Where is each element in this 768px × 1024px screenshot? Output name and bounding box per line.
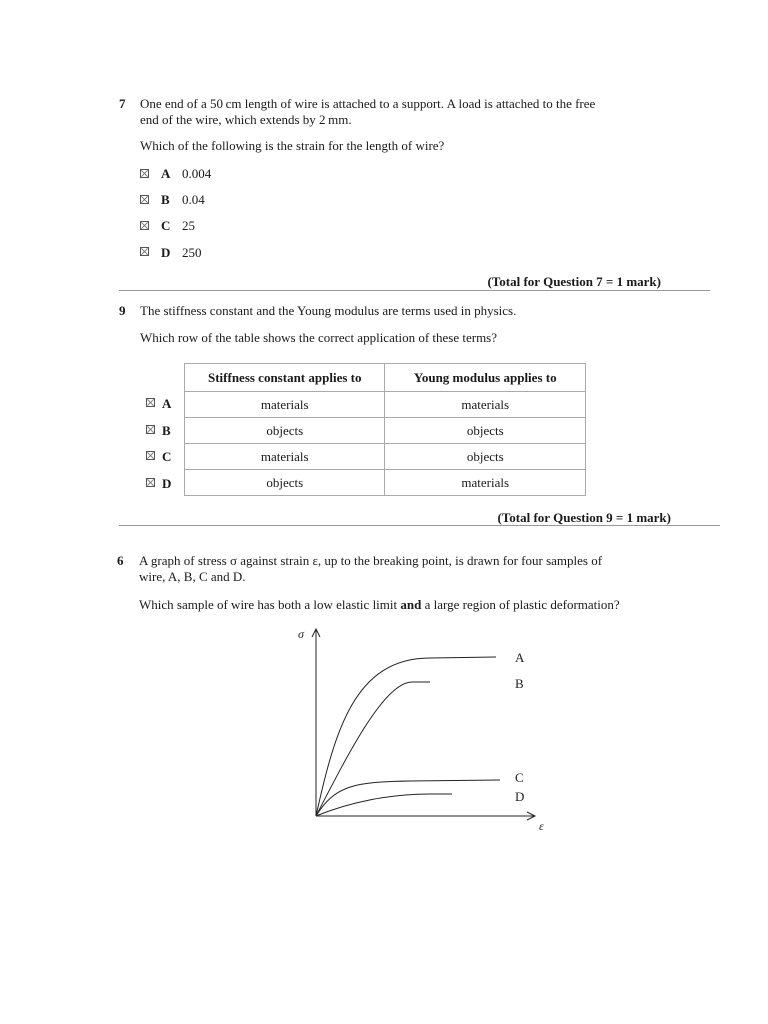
question-9-number: 9	[119, 303, 126, 318]
prompt-bold: and	[400, 597, 422, 612]
q7-option-d-text: 250	[182, 245, 202, 260]
row-a-stiffness: materials	[185, 392, 385, 418]
question-6-number: 6	[117, 553, 124, 568]
q9-option-a-letter: A	[162, 396, 172, 411]
q7-option-a-text: 0.004	[182, 166, 212, 181]
row-d-stiffness: objects	[185, 470, 385, 496]
table-row	[185, 418, 586, 444]
row-b-stiffness: objects	[185, 418, 385, 444]
curve-label-a: A	[515, 650, 525, 665]
header-young: Young modulus applies to	[385, 364, 586, 392]
q9-option-d-letter: D	[162, 476, 172, 491]
question-7-line-1: One end of a 50 cm length of wire is attached to a support. A load is attached to the free	[140, 96, 596, 111]
question-7-line-2: end of the wire, which extends by 2 mm.	[140, 112, 352, 127]
row-c-stiffness: materials	[185, 444, 385, 470]
row-d-young: materials	[385, 470, 586, 496]
q7-option-b-text: 0.04	[182, 192, 205, 207]
question-7-prompt: Which of the following is the strain for the length of wire?	[140, 138, 445, 153]
question-9-divider	[119, 525, 720, 526]
curve-label-b: B	[515, 676, 524, 691]
table-header-row	[185, 364, 586, 392]
stress-strain-graph	[290, 620, 560, 835]
prompt-before: Which sample of wire has both a low elastic limit	[139, 597, 401, 612]
question-6-prompt	[139, 597, 620, 613]
y-axis-label: σ	[298, 627, 304, 641]
q7-option-c-text: 25	[182, 218, 195, 233]
q9-option-c-letter: C	[162, 449, 172, 464]
terms-table	[184, 363, 586, 496]
curve-label-c: C	[515, 770, 524, 785]
header-stiffness: Stiffness constant applies to	[185, 364, 385, 392]
row-a-young: materials	[385, 392, 586, 418]
question-7-number: 7	[119, 96, 126, 111]
q7-option-a-checkbox[interactable]	[140, 169, 149, 178]
row-b-young: objects	[385, 418, 586, 444]
question-7-total: (Total for Question 7 = 1 mark)	[487, 274, 661, 289]
question-6-line-1: A graph of stress σ against strain ε, up to the breaking point, is drawn for four samples of	[139, 553, 603, 568]
q7-option-c-letter: C	[161, 218, 171, 233]
question-9-prompt: Which row of the table shows the correct application of these terms?	[140, 330, 498, 345]
q7-option-a-letter: A	[161, 166, 171, 181]
prompt-after: a large region of plastic deformation?	[421, 597, 620, 612]
question-7-divider	[119, 290, 710, 291]
curve-label-d: D	[515, 789, 525, 804]
x-axis-label: ε	[539, 819, 544, 833]
q9-option-a-checkbox[interactable]	[146, 398, 155, 407]
curve-c	[316, 780, 500, 816]
q7-option-d-checkbox[interactable]	[140, 247, 149, 256]
question-9-line-1: The stiffness constant and the Young modulus are terms used in physics.	[140, 303, 517, 318]
q7-option-d-letter: D	[161, 245, 171, 260]
curve-a	[316, 657, 496, 816]
question-9-total: (Total for Question 9 = 1 mark)	[497, 510, 671, 525]
table-row	[185, 444, 586, 470]
curve-d	[316, 794, 452, 816]
q7-option-b-checkbox[interactable]	[140, 195, 149, 204]
q9-option-b-letter: B	[162, 423, 171, 438]
question-6-stem	[139, 553, 719, 585]
question-7-stem	[140, 96, 700, 128]
question-6-line-2: wire, A, B, C and D.	[139, 569, 246, 584]
q7-option-c-checkbox[interactable]	[140, 221, 149, 230]
table-row	[185, 392, 586, 418]
q9-option-c-checkbox[interactable]	[146, 451, 155, 460]
q7-option-b-letter: B	[161, 192, 170, 207]
q9-option-d-checkbox[interactable]	[146, 478, 155, 487]
q9-option-b-checkbox[interactable]	[146, 425, 155, 434]
row-c-young: objects	[385, 444, 586, 470]
table-row	[185, 470, 586, 496]
